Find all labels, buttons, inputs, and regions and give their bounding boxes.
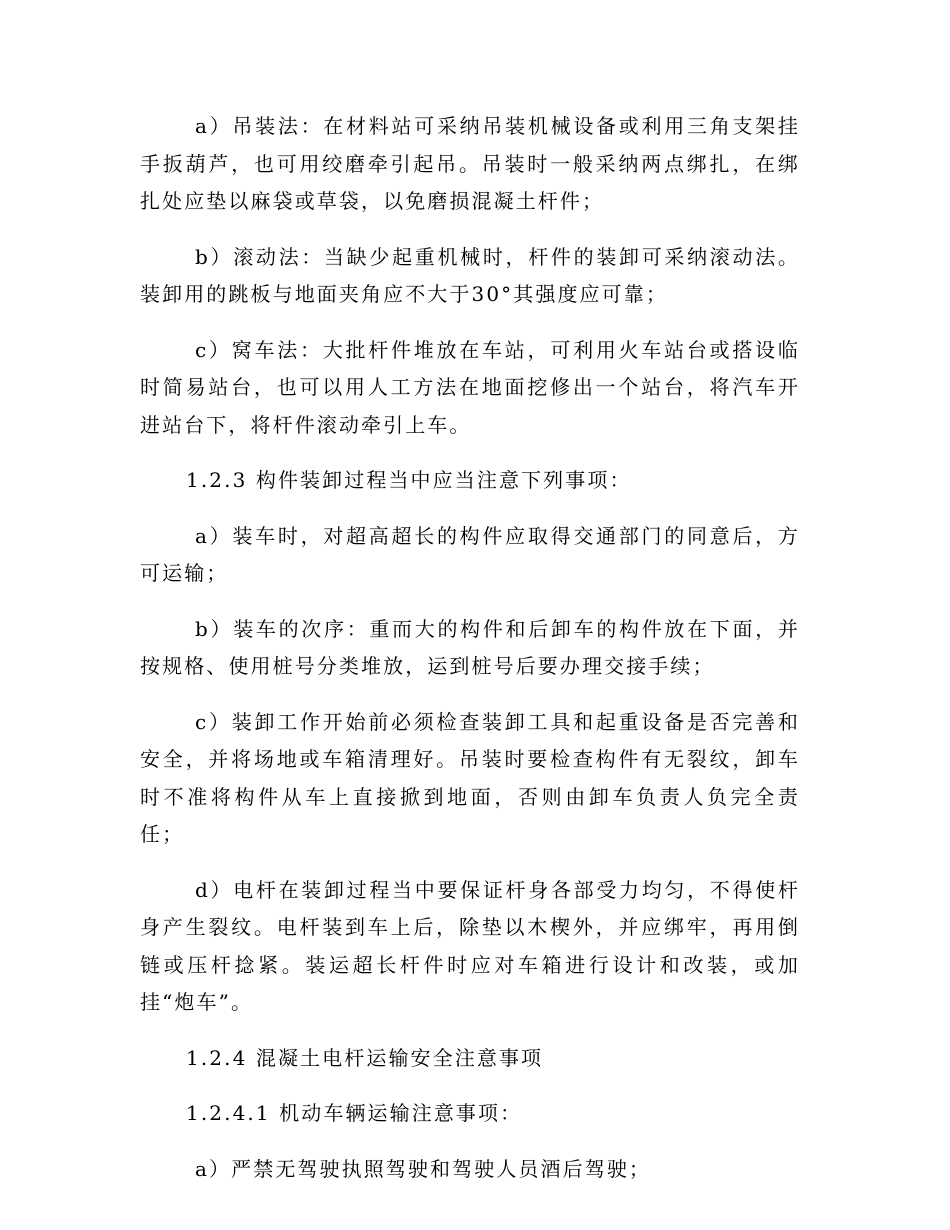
paragraph-pit-loading-method: c）窝车法：大批杆件堆放在车站，可利用火车站台或搭设临时简易站台，也可以用人工方法在地面挖修出一个站台，将汽车开进站台下，将杆件滚动牵引上车。 <box>140 337 800 437</box>
document-body <box>140 108 800 1206</box>
section-heading-1-2-4: 1.2.4 混凝土电杆运输安全注意事项 <box>186 1045 544 1070</box>
paragraph-loading-permit: a）装车时，对超高超长的构件应取得交通部门的同意后，方可运输； <box>140 523 800 585</box>
section-heading-1-2-4-1: 1.2.4.1 机动车辆运输注意事项： <box>186 1101 523 1125</box>
section-heading-1-2-3: 1.2.3 构件装卸过程当中应当注意下列事项： <box>186 468 632 492</box>
paragraph-driving-license: a）严禁无驾驶执照驾驶和驾驶人员酒后驾驶； <box>195 1156 652 1181</box>
paragraph-pole-handling: d）电杆在装卸过程当中要保证杆身各部受力均匀，不得使杆身产生裂纹。电杆装到车上后，除垫以木楔外，并应绑牢，再用倒链或压杆捻紧。装运超长杆件时应对车箱进行设计和改装，或加挂“炮车”。 <box>140 877 800 1014</box>
paragraph-lifting-method: a）吊装法：在材料站可采纳吊装机械设备或利用三角支架挂手扳葫芦，也可用绞磨牵引起吊。吊装时一般采纳两点绑扎，在绑扎处应垫以麻袋或草袋，以免磨损混凝土杆件； <box>140 114 800 213</box>
paragraph-equipment-check: c）装卸工作开始前必须检查装卸工具和起重设备是否完善和安全，并将场地或车箱清理好。吊装时要检查构件有无裂纹，卸车时不准将构件从车上直接掀到地面，否则由卸车负责人负完全责任； <box>140 709 800 846</box>
paragraph-rolling-method: b）滚动法：当缺少起重机械时，杆件的装卸可采纳滚动法。装卸用的跳板与地面夹角应不大于30°其强度应可靠； <box>140 244 800 306</box>
paragraph-loading-order: b）装车的次序：重而大的构件和后卸车的构件放在下面，并按规格、使用桩号分类堆放，运到桩号后要办理交接手续； <box>140 616 800 678</box>
